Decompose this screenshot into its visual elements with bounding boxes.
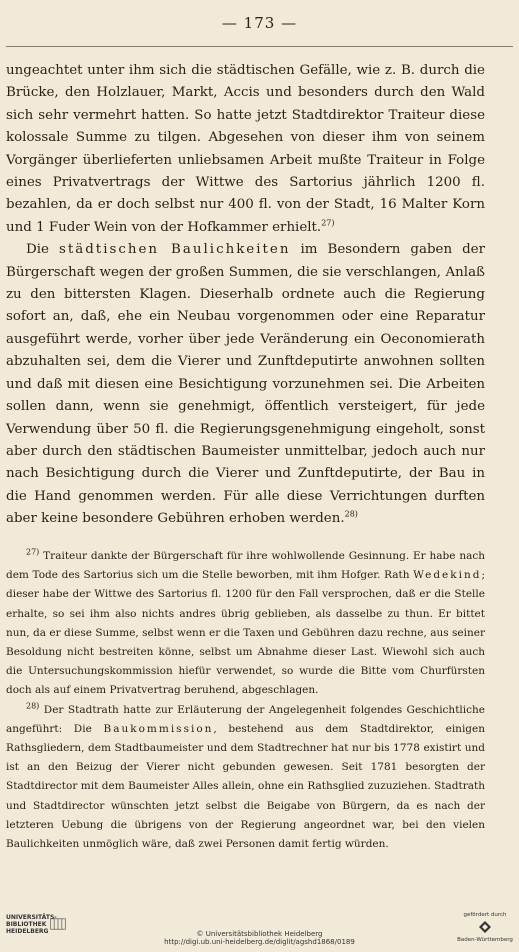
paragraph-1-text: ungeachtet unter ihm sich die städtischen Gefälle, wie z. B. durch die Brücke, den Holzlauer, Markt, Accis und besonders durch den Wald sich sehr vermehrt hatten. So hatte jetzt Stadtdirektor Traiteur diese kolossale Summe zu tilgen. Abgesehen von dieser ihm von seinem Vorgänger überlieferten unliebsamen Arbeit mußte Traiteur in Folge eines Privatvertrags der Wittwe des Sartorius jährlich 1200 fl. bezahlen, da er doch selbst nur 400 fl. von der Stadt, 16 Malter Korn und 1 Fuder Wein von der Hofkammer erhielt. xyxy=(6,63,485,235)
footnote-28-mark: 28) xyxy=(26,701,40,711)
footnote-28-text-b: , bestehend aus dem Stadtdirektor, einigen Rathsgliedern, dem Stadtbaumeister und dem Stadtrechner hat nur bis 1778 existirt und ist an den Beizug der Vierer nicht gebunden gewesen. Seit 1781 besorgten der Stadtdirector mit dem Baumeister Alles allein, ohne ein Rathsglied zuzuziehen. Stadtrath und Stadtdirector wünschten jetzt selbst die Beigabe von Bürgern, da es nach der letzteren Uebung die übrigens von der Regierung angeordnet war, bei den vielen Baulichkeiten unmöglich wäre, daß zwei Personen damit fertig würden. xyxy=(6,722,485,851)
funded-by-label: gefördert durch xyxy=(463,912,507,918)
footnote-27 xyxy=(6,547,485,701)
funder-name: Baden-Württemberg xyxy=(457,937,513,943)
footnotes xyxy=(6,547,485,854)
library-name-line-1: UNIVERSITÄTS- xyxy=(6,914,57,921)
footnote-28-text-a: Der Stadtrath hatte zur Erläuterung der Angelegenheit folgendes Geschichtliche angeführt: Die xyxy=(6,703,485,735)
footnote-28-term: Baukommission xyxy=(103,722,214,735)
paragraph-1 xyxy=(6,60,485,239)
footnote-ref-27[interactable]: 27) xyxy=(321,218,335,228)
footnote-27-text-a: Traiteur dankte der Bürgerschaft für ihre wohlwollende Gesinnung. Er habe nach dem Tode des Sartorius sich um die Stelle beworben, mit ihm Hofger. Rath xyxy=(6,550,486,582)
library-name-line-3: HEIDELBERG xyxy=(6,928,49,935)
header-rule xyxy=(6,46,513,47)
footnote-ref-28[interactable]: 28) xyxy=(344,509,358,519)
page-number: — 173 — xyxy=(221,14,298,32)
paragraph-2-text: im Besondern gaben der Bürgerschaft wegen der großen Summen, die sie verschlangen, Anlaß zu den bittersten Klagen. Dieserhalb ordnete auch die Regierung sofort an, daß, ehe ein Neubau vorgenommen oder eine Reparatur ausgeführt werde, vorher über jede Veränderung ein Oeconomierath abzuhalten sei, dem die Vierer und Zunftdeputirte anwohnen sollten und daß mit diesen eine Besichtigung vorzunehmen sei. Die Arbeiten sollen dann, wenn sie genehmigt, öffentlich versteigert, für jede Verwendung über 50 fl. die Regierungsgenehmigung eingeholt, sonst aber durch den städtischen Baumeister unmittelbar, jedoch auch nur nach Besichtigung durch die Vierer und Zunftdeputirte, der Bau in die Hand genommen werden. Für alle diese Verrichtungen durften aber keine besondere Gebühren erhoben werden. xyxy=(6,242,486,527)
page-footer xyxy=(0,906,519,952)
footnote-27-name: Wedekind xyxy=(413,569,482,582)
copyright-notice xyxy=(0,930,519,946)
copyright-text: © Universitätsbibliothek Heidelberg xyxy=(196,930,323,938)
source-url-link[interactable]: http://digi.ub.uni-heidelberg.de/diglit/agshd1868/0189 xyxy=(164,938,355,946)
library-name-line-2: BIBLIOTHEK xyxy=(6,921,47,928)
footnote-27-mark: 27) xyxy=(26,547,40,557)
footnote-28 xyxy=(6,701,485,855)
footnote-27-text-b: ; dieser habe der Wittwe des Sartorius fl. 1200 für den Fall versprochen, daß er die Stelle erhalte, so sei ihm also nichts andres übrig geblieben, als dasselbe zu thun. Er bittet nun, da er diese Summe, selbst wenn er die Taxen und Gebühren dazu rechne, aus seiner Besoldung nicht bestreiten könne, selbst um Abnahme dieser Last. Wiewohl sich auch die Untersuchungskommission hiefür verwendet, so wurde die Bitte vom Churfürsten doch als auf einem Privatvertrag beruhend, abgeschlagen. xyxy=(6,569,486,697)
paragraph-2 xyxy=(6,239,485,530)
paragraph-2-emphasis: städtischen Baulichkeiten xyxy=(59,242,291,258)
main-text xyxy=(6,60,485,531)
funder-block[interactable] xyxy=(455,912,515,943)
funder-logo-icon xyxy=(478,920,492,934)
paragraph-2-lead: Die xyxy=(26,242,49,258)
